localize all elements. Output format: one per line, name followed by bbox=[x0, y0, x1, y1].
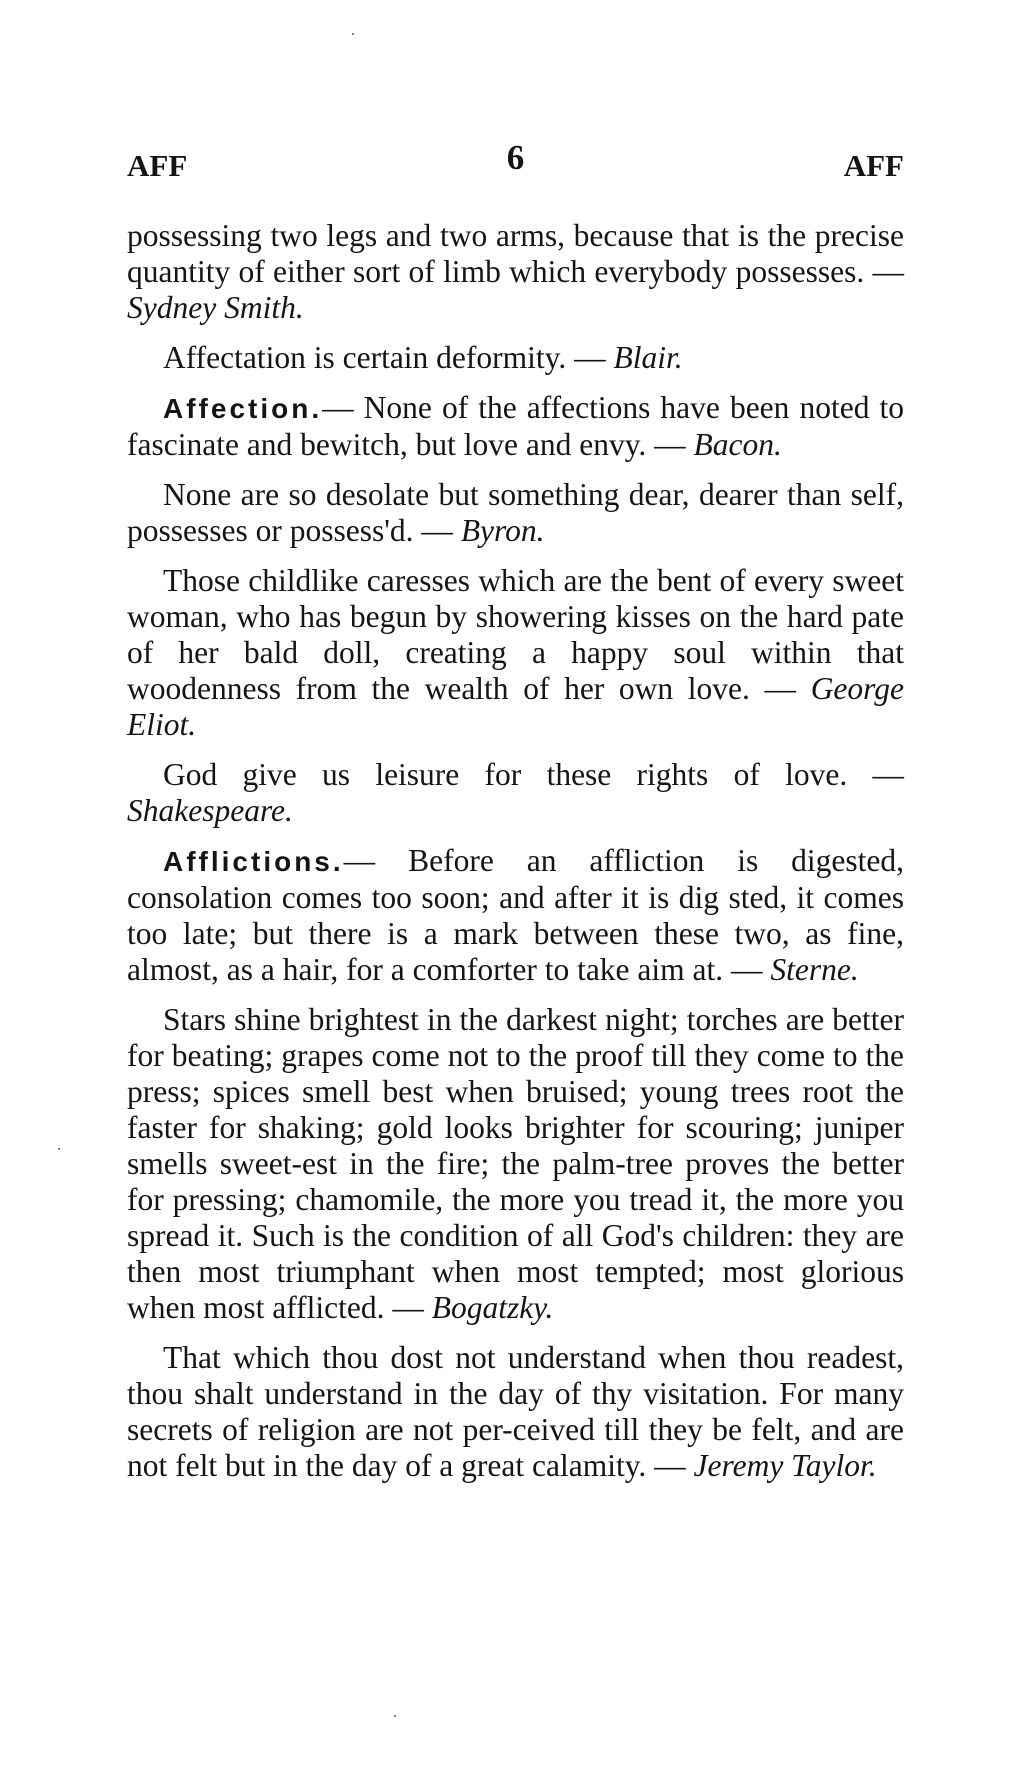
quote-text: Those childlike caresses which are the bent of every sweet woman, who has begun by showering kisses on the hard pate of her bald doll, creating a happy soul within that woodenness from the wealth of her own love. — bbox=[127, 563, 904, 706]
paper-speck bbox=[394, 1715, 396, 1717]
quote-text: possessing two legs and two arms, because that is the precise quantity of either sort of limb which everybody possesses. — bbox=[127, 218, 904, 289]
quotation bbox=[127, 757, 904, 829]
quote-text: None are so desolate but something dear, dearer than self, possesses or possess'd. — bbox=[127, 477, 904, 548]
paper-speck bbox=[58, 1148, 60, 1150]
entry-keyword: Afflictions. bbox=[163, 846, 344, 877]
quote-text: Stars shine brightest in the darkest night; torches are better for beating; grapes come not to the proof till they come to the press; spices smell best when bruised; young trees root the faster for shaking; gold looks brighter for scouring; juniper smells sweet-est in the fire; the palm-tree proves the better for pressing; chamomile, the more you tread it, the more you spread it. Such is the condition of all God's children: they are then most triumphant when most tempted; most glorious when most afflicted. — bbox=[127, 1002, 904, 1325]
quotation bbox=[127, 340, 904, 376]
page-body bbox=[127, 218, 904, 1498]
quote-author: Bacon. bbox=[693, 427, 782, 462]
quote-text: — None of the affections have been noted to fascinate and bewitch, but love and envy. — bbox=[127, 390, 904, 462]
quote-author: Bogatzky. bbox=[431, 1290, 554, 1325]
entry-keyword: Affection. bbox=[163, 393, 323, 424]
quotation bbox=[127, 218, 904, 326]
quote-author: Blair. bbox=[613, 340, 683, 375]
quotation-entry-afflictions bbox=[127, 843, 904, 988]
quote-text: That which thou dost not understand when thou readest, thou shalt understand in the day of thy visitation. For many secrets of religion are not per-ceived till they be felt, and are not felt but in the day of a great calamity. — bbox=[127, 1340, 904, 1483]
header-left-guide-word: AFF bbox=[127, 148, 188, 183]
running-header bbox=[127, 138, 904, 188]
quotation bbox=[127, 477, 904, 549]
quote-text: God give us leisure for these rights of love. — bbox=[163, 757, 904, 792]
quote-author: Shakespeare. bbox=[127, 793, 293, 828]
quote-author: George Eliot. bbox=[127, 671, 904, 742]
quotation bbox=[127, 563, 904, 743]
quotation bbox=[127, 1002, 904, 1326]
quote-author: Sterne. bbox=[770, 952, 859, 987]
paper-speck bbox=[352, 33, 354, 35]
quote-author: Byron. bbox=[460, 513, 545, 548]
quote-text: — Before an affliction is digested, consolation comes too soon; and after it is dig sted, it comes too late; but there is a mark between these two, as fine, almost, as a hair, for a comforter to take aim at. — bbox=[127, 843, 904, 987]
quotation bbox=[127, 1340, 904, 1484]
page-number: 6 bbox=[506, 138, 525, 177]
quote-author: Sydney Smith. bbox=[127, 290, 304, 325]
quote-author: Jeremy Taylor. bbox=[693, 1448, 877, 1483]
header-right-guide-word: AFF bbox=[843, 148, 904, 183]
quotation-entry-affection bbox=[127, 390, 904, 463]
quote-text: Affectation is certain deformity. — bbox=[163, 340, 614, 375]
